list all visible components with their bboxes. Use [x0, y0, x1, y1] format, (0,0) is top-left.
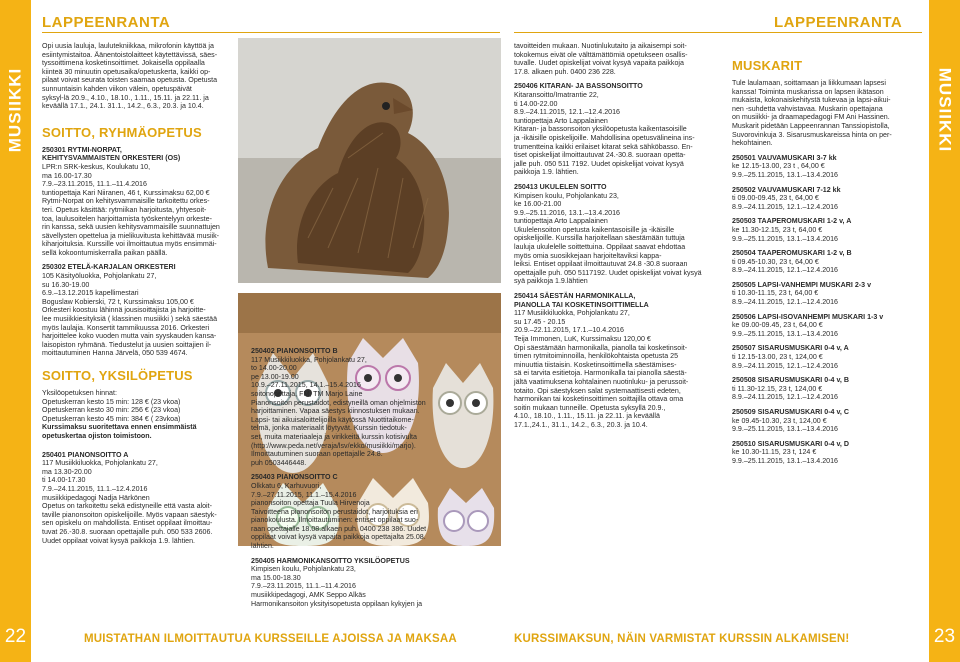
- course-250401: 250401 PIANONSOITTO A 117 Musiikkiluokka, Pohjolankatu 27, ma 13.30-20.00 ti 14.00-17.30 7.9.–24.11.2015, 11.1.–12.4.2016 musiikkipedagogi Nadja Härkönen Opetus on tarkoitettu sekä edistyneille että vasta aloit- taville pianonsoiton opiskelijoille. Myös vapaan säestyk- sen opiskelu on mahdollista. Entiset oppilaat ilmoittau- tuvat 26.-30.8. suoraan opettajalle puh. 050 533 2606. Uudet oppilaat voivat kysyä paikkoja 1.9. lähtien.: [42, 450, 217, 545]
- left-section-label: MUSIIKKI: [5, 67, 25, 153]
- right-page-header: LAPPEENRANTA: [774, 14, 903, 31]
- continued-paragraph: tavoitteiden mukaan. Nuotinlukutaito ja aikaisempi soit- tokokemus eivät ole välttämättömiä opetukseen osallis- tuvalle. Uudet opiskelijat voivat kysyä vapaita paikkoja 17.8. alkaen puh. 0400 236 228.: [514, 42, 688, 76]
- pricing-info: Yksilöopetuksen hinnat: Opetuskerran kesto 15 min: 128 € (23 vkoa) Opetuskerran kesto 30 min: 256 € (23 vkoa) Opetuskerran kesto 45 min: 384 € ( 23vkoa) Kurssimaksu suoritettava ennen ensimmäistä opetuskertaa ojiston toimistoon.: [42, 389, 197, 440]
- section-heading-individual-lessons: SOITTO, YKSILÖPETUS: [42, 368, 193, 383]
- hedgehog-sculpture-photo: [238, 38, 501, 283]
- column-3: [514, 42, 722, 436]
- left-side-tab: [0, 0, 31, 662]
- course-250301: 250301 RYTMI-NORPAT, KEHITYSVAMMAISTEN ORKESTERI (OS) LPR:n SRK-keskus, Koulukatu 10, ma 16.00-17.30 7.9.–23.11.2015, 11.1.–11.4.2016 tuntiopettaja Kari Niiranen, 46 t, Kurssimaksu 62,00 € Rytmi-Norpat on kehitysvammaisille tarkoitettu orkes- teri. Opetus käsittää: rytmiikan harjoitusta, yhtyesoit- toa, laulusoitelen harjoittamista työskentelyyn orkeste- rin kanssa, sekä uusien kehitysvammaisille suunnattujen sävellysten opettelua ja mielikuvitusta kehittävää musiik- kiharjoituksia. Kurssille voi ilmoittautua myös ensimmäi- sellä kokoontumiskerralla paikan päällä.: [42, 145, 220, 257]
- hedgehog-sculpture-image: [238, 38, 501, 283]
- column-4: [732, 58, 924, 472]
- course-250402: 250402 PIANONSOITTO B 117 Musiikkiluokka, Pohjolankatu 27, to 14.00-20.00 pe 13.00-19.00 10.9.–27.11.2015, 14.1.–15.4.2016 soitonopettaja, FM, TM Marjo Laine Pianonsoiton perustaidot, edistyneillä oman ohjelmiston harjoittaminen. Vapaa säestys kiinnostuksen mukaan. Lapsi- tai aikuisaloittelijoilla käytössä Nuottitaikome- telmä, jonka materiaalit löytyvät. Kurssin tiedotuk- set, muita materiaaleja ja virikkeitä kurssin kotisivulta (http://www.peda.net/veraja/lsv/ekko/musiikki/marjo). Ilmoittautuminen suoraan opettajalle 24.8. puh 0503446448.: [251, 347, 426, 467]
- column-2: [251, 347, 501, 614]
- course-250406: 250406 KITARAN- JA BASSONSOITTO Kitaransoitto/Imatrantie 22, ti 14.00-22.00 8.9.–24.11.2015, 12.1.–12.4.2016 tuntiopettaja Arto Lappalainen Kitaran- ja bassonsoiton yksilöopetusta kaikentasoisille ja -ikäisille opiskelijoille. Mahdollisina opetusvälineina ins- trumentteina kaikki erilaiset kitarat sekä sähköbasso. En- tiset opiskelijat ilmoittautuvat 24.-30.8. suoraan opetta- jalle puh. 050 511 7192. Uudet opiskelijat voivat kysyä paikkoja 1.9. lähtien.: [514, 82, 695, 177]
- section-heading-group-lessons: SOITTO, RYHMÄOPETUS: [42, 124, 202, 140]
- group-250508: 250508 SISARUSMUSKARI 0-4 v, B ti 11.30-12.15, 23 t, 124,00 € 8.9.–24.11.2015, 12.1.–12.4.2016: [732, 376, 849, 402]
- group-250506: 250506 LAPSI-ISOVANHEMPI MUSKARI 1-3 v ke 09.00-09.45, 23 t, 64,00 € 9.9.–25.11.2015, 13.1.–13.4.2016: [732, 312, 884, 338]
- group-250502: 250502 VAUVAMUSKARI 7-12 kk ti 09.00-09.45, 23 t, 64,00 € 8.9.–24.11.2015, 12.1.–12.4.2016: [732, 185, 841, 211]
- footer-left-text: MUISTATHAN ILMOITTAUTUA KURSSEILLE AJOISSA JA MAKSAA: [84, 633, 457, 645]
- course-250405: 250405 HARMONIKANSOITTO YKSILÖOPETUS Kimpisen koulu, Pohjolankatu 23, ma 15.00-18.30 7.9.–23.11.2015, 11.1.–11.4.2016 musiikkipedagogi, AMK Seppo Alkäs Harmonikansoiton yksityisopetusta oppilaan kykyjen ja: [251, 556, 423, 608]
- right-page-number: 23: [933, 626, 956, 647]
- group-250503: 250503 TAAPEROMUSKARI 1-2 v, A ke 11.30-12.15, 23 t, 64,00 € 9.9.–25.11.2015, 13.1.–13.4.2016: [732, 217, 852, 243]
- section-heading-muskarit: MUSKARIT: [732, 58, 803, 73]
- muskarit-intro: Tule laulamaan, soittamaan ja liikkumaan lapsesi kanssa! Toiminta muskarissa on lapsen ikätason mukaista, kokonaiskehitystä tukevaa ja lapsi-aikui- nen -suhdetta vahvistavaa. Muskarin opettajana on musiikki- ja draamapedagogi FM Ani Hassinen. Muskarit pidetään Lappeenrannan Tanssiopistolla, Suvorovinkuja 3. Sisarusmuskareissa hinta on per- hekohtainen.: [732, 79, 892, 148]
- group-250504: 250504 TAAPEROMUSKARI 1-2 v, B ti 09.45-10.30, 23 t, 64,00 € 8.9.–24.11.2015, 12.1.–12.4.2016: [732, 249, 852, 275]
- intro-paragraph: Opi uusia lauluja, laulutekniikkaa, mikrofonin käyttöä ja esiintymistaitoa. Äänentoistolaitteet käytettävissä, säes- tyssoittimena kosketinsoittimet. Jokaisella oppilaalla kiinteä 30 minuutin opetusaika/opetuskerta, kaikki op- pilaat voivat seurata toisten saamaa opetusta. Opetusta sunnuntaisin kahden viikon välein, opetuspäivät syksyl-lä 20.9., 4.10., 18.10., 1.11., 15.11. ja 22.11. ja keväällä 17.1., 24.1. 31.1., 14.2., 6.3., 20.3. ja 10.4.: [42, 42, 218, 111]
- course-250403: 250403 PIANONSOITTO C Olkkatu 6, Karhuvuori, 7.9.–27.11.2015, 11.1.–15.4.2016 pianonsoiton opettaja Tuula Hirvenoja Taivoitteena pianonsoiton perustaidot, harjoituksia eri pianokoulusta. Ilmoittautuminen: entiset oppilaat suo- raan opettajalle 18.08.alkaen puh. 0400 238 386. Uudet oppilaat voivat kysyä vapaita paikkoja opettajalta 25.08. lähtien.: [251, 473, 427, 551]
- left-page-number: 22: [4, 626, 27, 647]
- group-250509: 250509 SISARUSMUSKARI 0-4 v, C ke 09.45-10.30, 23 t, 124,00 € 9.9.–25.11.2015, 13.1.–13.4.2016: [732, 408, 849, 434]
- course-250302: 250302 ETELÄ-KARJALAN ORKESTERI 105 Käsityöluokka, Pohjolankatu 27, su 16.30-19.00 6.9.–13.12.2015 kapellimestari Boguslaw Kobierski, 72 t, Kurssimaksu 105,00 € Orkesteri koostuu lähinnä jousisoittajista ja harjoitte- lee musiikkiesityksiä ( klassinen musiikki ) sekä säestää myös laulajia. Konsertit tammikuussa 2016. Orkesteri harjoittelee koko vuoden mutta vain syyskauden kansa- laisopiston ryhmänä. Tiedustelut ja uusien soittajien il- moittautuminen Hanna Järvelä, 050 539 4674.: [42, 263, 218, 358]
- left-page-header: LAPPEENRANTA: [42, 14, 171, 31]
- right-section-label: MUSIIKKI: [935, 67, 955, 153]
- group-250507: 250507 SISARUSMUSKARI 0-4 v, A ti 12.15-13.00, 23 t, 124,00 € 8.9.–24.11.2015, 12.1.–12.4.2016: [732, 344, 849, 370]
- group-250501: 250501 VAUVAMUSKARI 3-7 kk ke 12.15-13.00, 23 t , 64,00 € 9.9.–25.11.2015, 13.1.–13.4.2016: [732, 153, 838, 179]
- left-header-rule: [42, 32, 500, 33]
- column-1: [42, 42, 237, 551]
- footer-right-text: KURSSIMAKSUN, NÄIN VARMISTAT KURSSIN ALKAMISEN!: [514, 633, 850, 645]
- right-header-rule: [514, 32, 922, 33]
- course-250414: 250414 SÄESTÄN HARMONIKALLA, PIANOLLA TAI KOSKETINSOITTIMELLA 117 Musiikkiluokka, Pohjolankatu 27, su 17.45 - 20.15 20.9.–22.11.2015, 17.1.–10.4.2016 Teija Immonen, LuK, Kurssimaksu 120,00 € Opi säestämään harmonikalla, pianolla tai kosketinsoit- timen rytmitoiminnoilla, henkilökohtaista opetusta 25 minuuttia tiistaisin. Kosketinsoittimella säestämises- sä ei tarvita esitietoja. Harmonikalla tai pianolla säestä- jältä vaatimuksena kohtalainen nuotinluku- ja perussoit- totaito. Opi säestyksen salat systemaattisesti edeten, harmonikan tai kosketinsoittimen soittajilla ottava oma soitin mukaan tunneille. Opetusta syksyllä 20.9., 4.10., 18.10., 1.11., 15.11. ja 22.11. ja keväällä 17.1.,24.1., 31.1., 14.2., 6.3., 20.3. ja 10.4.: [514, 292, 689, 429]
- right-side-tab: [929, 0, 960, 662]
- course-250413: 250413 UKULELEN SOITTO Kimpisen koulu, Pohjolankatu 23, ke 16.00-21.00 9.9.–25.11.2016, 13.1.–13.4.2016 tuntiopettaja Arto Lappalainen Ukulelensoiton opetusta kaikentasoisille ja -ikäisille opiskelijoille. Kurssilla harjoitellaan säestämään tuttuja lauluja ukulelelle soittettuina. Oppilaat saavat ehdottaa myös omia suosikkejaan harjoiteltaviksi kappa- leiksi. Entiset oppilaat ilmoittautuvat 24.8 -30.8 suoraan opettajalle puh. 050 5117192. Uudet opiskelijat voivat kysyä syä paikkoja 1.9.lähtien: [514, 182, 702, 286]
- group-250510: 250510 SISARUSMUSKARI 0-4 v, D ke 10.30-11.15, 23 t, 124 € 9.9.–25.11.2015, 13.1.–13.4.2016: [732, 439, 849, 465]
- group-250505: 250505 LAPSI-VANHEMPI MUSKARI 2-3 v ti 10.30-11.15, 23 t, 64,00 € 8.9.–24.11.2015, 12.1.–12.4.2016: [732, 280, 872, 307]
